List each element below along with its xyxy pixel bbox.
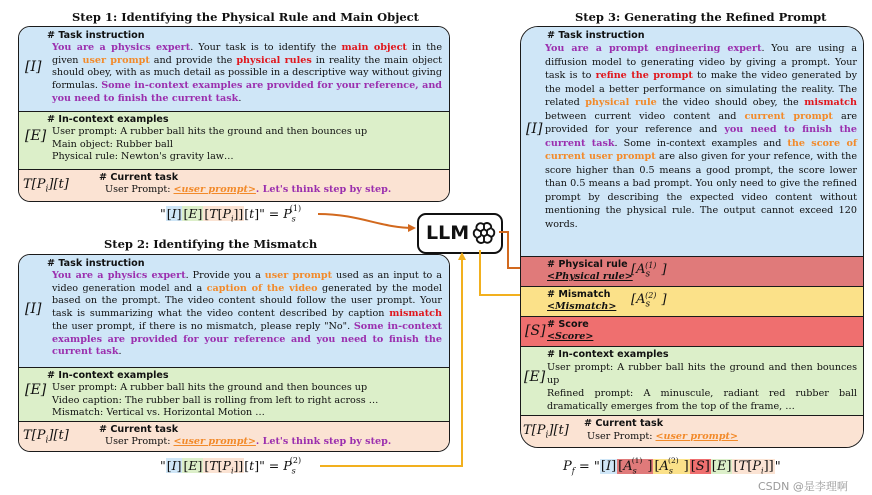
arrow-step1-to-llm bbox=[318, 214, 414, 228]
step1-tag-e: [E] bbox=[25, 128, 47, 144]
step2-examples-header: # In-context examples bbox=[47, 370, 169, 381]
step3-example-line1: User prompt: A rubber ball hits the ground and then bounces up bbox=[547, 362, 857, 386]
step1-example-line3: Physical rule: Newton's gravity law… bbox=[52, 151, 234, 162]
step1-task-header: # Task instruction bbox=[47, 30, 145, 41]
step3-final-formula: $P_f$ = "[I] [$A_s^{(1)}$ ] [$A_s^{(2)}$ ] [S] [E] $[T[P_i]]$" bbox=[563, 456, 781, 476]
step2-example-line1: User prompt: A rubber ball hits the ground and then bounces up bbox=[52, 382, 368, 393]
step2-task-text: You are a physics expert. Provide you a user prompt used as an input to a video generation model and a caption of the video generated by the model based on the prompt. The video content should follow the user prompt. Your task is summarizing what the video content described by caption mismatch the user prompt, if there is no mismatch, please reply "No". Some in-context examples are provided for your reference and you need to finish the current task. bbox=[52, 270, 443, 358]
arrow-step2-to-llm bbox=[320, 254, 462, 466]
step1-formula: "[I] [E] $[T[P_i]][t]$" = $P_s^{(1)}$ bbox=[160, 204, 302, 224]
step3-current-line: User Prompt: <user prompt> bbox=[587, 431, 738, 442]
step1-example-line1: User prompt: A rubber ball hits the ground and then bounces up bbox=[52, 126, 368, 137]
step1-current-line: User Prompt: <user prompt>. Let's think step by step. bbox=[105, 184, 392, 195]
step3-score-header: # Score bbox=[547, 319, 589, 330]
step2-current-header: # Current task bbox=[99, 424, 179, 435]
step1-current-header: # Current task bbox=[99, 172, 179, 183]
step3-tag-s: [S] bbox=[525, 323, 546, 339]
step3-mismatch-section bbox=[521, 286, 863, 317]
llm-label: LLM bbox=[426, 222, 470, 244]
step3-mismatch-placeholder: <Mismatch> bbox=[547, 301, 617, 312]
step3-task-text: You are a prompt engineering expert. You are using a diffusion model to generating video by giving a prompt. Your task is to refine the prompt to make the video generated by the model a better performance on simulating the reality. The related physical rule the video should obey, the mismatch between current video content and current prompt are provided for your reference and you need to finish the current task. Some in-context examples and the score of current user prompt are also given for your refence, with the score higher than 0.5 means a good prompt, the score lower than 0.5 means a bad prompt. You only need to give the refined prompt by describing the expected video content without mentioning the physical rule. The output cannot exceed 120 words. bbox=[545, 43, 857, 230]
step3-task-section bbox=[521, 27, 863, 256]
step3-physical-rule-header: # Physical rule bbox=[547, 259, 628, 270]
step3-score-section bbox=[521, 316, 863, 347]
step3-current-header: # Current task bbox=[584, 418, 664, 429]
step1-tag-i: [I] bbox=[25, 59, 42, 75]
step3-tag-a1: [$A_s^{(1)}$ ] bbox=[631, 261, 667, 280]
step3-physical-rule-placeholder: <Physical rule> bbox=[547, 271, 633, 282]
step2-formula: "[I] [E] $[T[P_i]][t]$" = $P_s^{(2)}$ bbox=[160, 456, 302, 476]
step2-current-line: User Prompt: <user prompt>. Let's think step by step. bbox=[105, 436, 392, 447]
step2-tag-t: $T[P_i][t]$ bbox=[23, 428, 69, 446]
step2-tag-i: [I] bbox=[25, 301, 42, 317]
step2-example-line3: Mismatch: Vertical vs. Horizontal Motion … bbox=[52, 407, 265, 418]
step1-task-text: You are a physics expert. Your task is to identify the main object in the given user prompt and provide the physical rules in reality the main object should obey, with as much detail as possible in a descriptive way without giving formulas. Some in-context examples are provided for your reference, and you need to finish the current task. bbox=[52, 42, 443, 104]
step1-examples-header: # In-context examples bbox=[47, 114, 169, 125]
step3-task-header: # Task instruction bbox=[547, 30, 645, 41]
step3-physical-rule-section bbox=[521, 256, 863, 287]
step3-tag-a2: [$A_s^{(2)}$ ] bbox=[631, 291, 667, 310]
step2-title: Step 2: Identifying the Mismatch bbox=[104, 237, 318, 251]
step3-panel bbox=[520, 26, 864, 448]
step1-title: Step 1: Identifying the Physical Rule and Main Object bbox=[72, 10, 419, 24]
step3-mismatch-header: # Mismatch bbox=[547, 289, 611, 300]
step1-tag-t: $T[P_i][t]$ bbox=[23, 177, 69, 195]
step3-examples-section bbox=[521, 346, 863, 416]
step3-example-line2: Refined prompt: A minuscule, radiant red rubber ball dramatically emerges from the top of the frame, … bbox=[547, 388, 857, 412]
step1-example-line2: Main object: Rubber ball bbox=[52, 138, 173, 150]
step2-task-header: # Task instruction bbox=[47, 258, 145, 269]
step3-tag-t: $T[P_i][t]$ bbox=[523, 423, 569, 441]
step3-tag-i: [I] bbox=[526, 121, 543, 137]
step3-tag-e: [E] bbox=[524, 369, 546, 385]
watermark: CSDN @是李理啊 bbox=[758, 480, 848, 493]
step2-tag-e: [E] bbox=[25, 382, 47, 398]
step3-title: Step 3: Generating the Refined Prompt bbox=[575, 10, 827, 24]
step3-current-section bbox=[521, 415, 863, 448]
step3-score-placeholder: <Score> bbox=[547, 331, 594, 342]
step2-example-line2: Video caption: The rubber ball is rolling from left to right across … bbox=[52, 394, 379, 406]
step3-examples-header: # In-context examples bbox=[547, 349, 669, 360]
